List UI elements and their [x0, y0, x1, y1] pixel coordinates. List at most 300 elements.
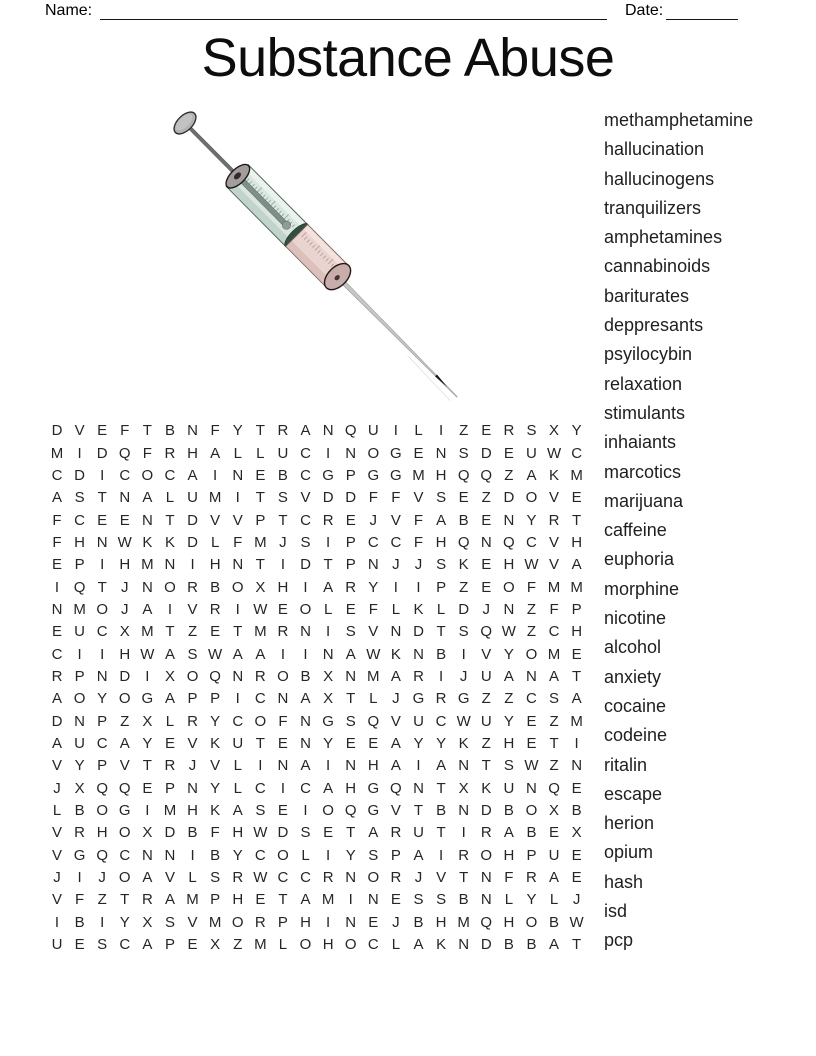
grid-cell: O: [277, 667, 289, 685]
grid-cell: J: [459, 667, 468, 685]
word-list-item: opium: [604, 842, 654, 863]
word-list-item: hallucination: [604, 139, 705, 160]
grid-cell: I: [235, 600, 240, 618]
grid-cell: I: [303, 802, 308, 820]
grid-cell: W: [366, 645, 381, 663]
grid-cell: E: [74, 936, 85, 954]
grid-cell: B: [503, 802, 514, 820]
grid-cell: Z: [481, 690, 491, 708]
grid-cell: T: [278, 511, 288, 529]
grid-cell: O: [118, 824, 131, 842]
grid-cell: K: [210, 734, 221, 752]
grid-cell: E: [97, 511, 108, 529]
grid-cell: G: [367, 802, 380, 820]
grid-cell: J: [188, 757, 197, 775]
grid-cell: W: [253, 869, 268, 887]
grid-cell: I: [77, 444, 82, 462]
grid-cell: T: [436, 623, 446, 641]
grid-cell: N: [345, 444, 357, 462]
grid-cell: R: [503, 422, 515, 440]
grid-cell: F: [549, 600, 559, 618]
grid-cell: V: [413, 489, 424, 507]
grid-cell: L: [391, 600, 401, 618]
grid-cell: A: [51, 734, 62, 752]
grid-cell: L: [165, 489, 175, 507]
grid-cell: O: [367, 869, 380, 887]
grid-cell: Q: [457, 466, 470, 484]
grid-cell: R: [458, 846, 470, 864]
grid-cell: A: [436, 511, 447, 529]
grid-cell: R: [277, 422, 289, 440]
grid-cell: Y: [368, 578, 379, 596]
grid-cell: R: [232, 869, 244, 887]
grid-cell: J: [414, 556, 423, 574]
grid-cell: A: [390, 734, 401, 752]
grid-cell: E: [255, 891, 266, 909]
grid-cell: N: [141, 846, 153, 864]
grid-cell: S: [345, 623, 356, 641]
grid-cell: C: [74, 511, 85, 529]
grid-cell: C: [96, 623, 108, 641]
grid-cell: C: [526, 533, 537, 551]
grid-cell: Y: [503, 645, 514, 663]
grid-cell: F: [413, 511, 424, 529]
grid-cell: O: [277, 846, 289, 864]
grid-cell: J: [392, 690, 400, 708]
grid-cell: O: [96, 600, 108, 618]
grid-cell: I: [280, 645, 285, 663]
grid-cell: H: [277, 578, 289, 596]
grid-cell: O: [525, 645, 538, 663]
grid-cell: I: [190, 556, 195, 574]
grid-cell: O: [525, 802, 538, 820]
grid-cell: M: [141, 623, 154, 641]
grid-cell: I: [393, 578, 398, 596]
grid-cell: V: [210, 757, 221, 775]
grid-cell: T: [549, 734, 559, 752]
grid-cell: I: [326, 444, 331, 462]
grid-cell: R: [164, 444, 176, 462]
word-list-item: tranquilizers: [604, 197, 702, 218]
grid-cell: N: [526, 667, 537, 685]
grid-cell: P: [74, 556, 85, 574]
grid-cell: W: [253, 600, 268, 618]
grid-cell: H: [503, 556, 515, 574]
grid-cell: Y: [526, 511, 537, 529]
grid-cell: I: [461, 824, 466, 842]
grid-cell: N: [367, 556, 379, 574]
grid-cell: N: [345, 913, 357, 931]
grid-cell: T: [97, 489, 107, 507]
grid-cell: J: [572, 891, 581, 909]
grid-cell: Y: [97, 690, 108, 708]
word-list-item: methamphetamine: [604, 110, 754, 130]
grid-cell: V: [51, 757, 62, 775]
grid-cell: T: [346, 690, 356, 708]
grid-cell: B: [526, 824, 537, 842]
grid-cell: O: [96, 802, 108, 820]
grid-cell: B: [187, 824, 198, 842]
grid-cell: J: [98, 869, 106, 887]
grid-cell: T: [165, 623, 175, 641]
grid-cell: U: [232, 734, 244, 752]
grid-cell: I: [303, 645, 308, 663]
grid-cell: O: [299, 600, 312, 618]
grid-cell: W: [501, 623, 516, 641]
grid-cell: J: [369, 511, 378, 529]
grid-cell: I: [348, 891, 353, 909]
grid-cell: A: [187, 466, 198, 484]
grid-cell: V: [74, 422, 85, 440]
grid-cell: I: [54, 913, 60, 931]
grid-cell: S: [413, 891, 424, 909]
grid-cell: N: [458, 802, 470, 820]
grid-cell: P: [436, 578, 447, 596]
grid-cell: H: [435, 533, 447, 551]
grid-cell: A: [300, 690, 311, 708]
grid-cell: E: [526, 734, 537, 752]
grid-cell: C: [526, 690, 537, 708]
grid-cell: T: [481, 757, 491, 775]
grid-cell: Q: [118, 444, 131, 462]
grid-cell: I: [100, 556, 105, 574]
grid-cell: E: [51, 556, 62, 574]
grid-cell: M: [163, 802, 177, 820]
grid-cell: M: [547, 578, 561, 596]
grid-cell: E: [503, 444, 514, 462]
name-blank-line: [100, 0, 607, 20]
grid-cell: Y: [142, 734, 153, 752]
grid-cell: W: [208, 645, 223, 663]
grid-cell: Y: [503, 712, 514, 730]
grid-cell: S: [210, 869, 221, 887]
grid-cell: Q: [96, 779, 108, 797]
grid-cell: T: [255, 734, 265, 752]
grid-cell: O: [525, 913, 538, 931]
grid-cell: C: [51, 466, 63, 484]
grid-cell: I: [145, 667, 150, 685]
grid-cell: F: [210, 824, 220, 842]
grid-cell: N: [96, 533, 108, 551]
word-list-item: amphetamines: [604, 227, 723, 248]
grid-cell: N: [74, 712, 85, 730]
grid-cell: Q: [367, 712, 380, 730]
grid-cell: B: [458, 511, 469, 529]
grid-cell: I: [280, 779, 285, 797]
grid-cell: U: [74, 734, 85, 752]
word-list-item: ritalin: [604, 754, 648, 775]
grid-cell: E: [390, 891, 401, 909]
grid-cell: L: [278, 936, 288, 954]
grid-cell: G: [322, 466, 334, 484]
grid-cell: N: [51, 600, 63, 618]
grid-cell: T: [120, 891, 130, 909]
grid-cell: A: [345, 645, 356, 663]
grid-cell: O: [480, 846, 493, 864]
grid-cell: X: [549, 422, 560, 440]
grid-cell: T: [255, 556, 265, 574]
grid-cell: L: [233, 779, 242, 797]
grid-cell: V: [390, 712, 401, 730]
grid-cell: A: [503, 824, 514, 842]
grid-cell: C: [164, 466, 176, 484]
grid-cell: T: [97, 578, 107, 596]
grid-cell: M: [367, 667, 380, 685]
grid-cell: O: [231, 578, 244, 596]
grid-cell: Z: [233, 936, 243, 954]
grid-cell: S: [164, 913, 175, 931]
grid-cell: S: [74, 489, 85, 507]
grid-cell: K: [413, 600, 424, 618]
grid-cell: E: [368, 913, 379, 931]
grid-cell: L: [233, 757, 242, 775]
grid-cell: P: [97, 757, 108, 775]
grid-cell: E: [51, 623, 62, 641]
grid-cell: H: [232, 891, 244, 909]
grid-cell: W: [569, 913, 584, 931]
grid-cell: H: [571, 623, 583, 641]
grid-cell: E: [164, 734, 175, 752]
grid-cell: M: [186, 891, 199, 909]
grid-cell: N: [232, 667, 244, 685]
grid-cell: S: [368, 846, 379, 864]
grid-cell: I: [258, 757, 263, 775]
grid-cell: S: [255, 802, 266, 820]
grid-cell: T: [142, 757, 152, 775]
grid-cell: D: [480, 936, 492, 954]
grid-cell: X: [323, 690, 334, 708]
grid-cell: B: [571, 802, 582, 820]
grid-cell: I: [280, 556, 285, 574]
grid-cell: K: [210, 802, 221, 820]
grid-cell: Y: [210, 779, 221, 797]
grid-cell: W: [253, 824, 268, 842]
grid-cell: M: [457, 913, 470, 931]
grid-cell: B: [74, 913, 85, 931]
grid-cell: V: [51, 891, 62, 909]
grid-cell: D: [187, 511, 198, 529]
grid-cell: V: [368, 623, 379, 641]
grid-cell: P: [277, 913, 288, 931]
grid-cell: O: [118, 690, 131, 708]
grid-cell: C: [367, 936, 379, 954]
grid-cell: M: [208, 489, 222, 507]
grid-cell: M: [141, 556, 154, 574]
grid-cell: N: [300, 623, 311, 641]
grid-cell: A: [164, 891, 175, 909]
grid-cell: L: [233, 444, 242, 462]
grid-cell: J: [482, 600, 491, 618]
grid-cell: A: [323, 779, 334, 797]
grid-cell: P: [164, 779, 175, 797]
grid-cell: F: [526, 578, 537, 596]
grid-cell: N: [96, 667, 108, 685]
grid-cell: A: [164, 690, 175, 708]
grid-cell: L: [256, 444, 265, 462]
word-list-item: inhaiants: [604, 432, 677, 453]
grid-cell: D: [51, 712, 63, 730]
grid-cell: D: [480, 802, 492, 820]
grid-cell: R: [548, 511, 560, 529]
grid-cell: M: [570, 578, 583, 596]
grid-cell: K: [481, 779, 492, 797]
grid-cell: I: [326, 846, 331, 864]
grid-cell: Y: [74, 757, 85, 775]
grid-cell: B: [300, 667, 311, 685]
word-list-item: anxiety: [604, 666, 662, 687]
word-list-item: deppresants: [604, 315, 704, 336]
grid-cell: S: [345, 712, 356, 730]
grid-cell: R: [345, 578, 357, 596]
grid-cell: N: [141, 578, 153, 596]
grid-cell: M: [254, 623, 267, 641]
grid-cell: A: [142, 869, 153, 887]
grid-cell: A: [323, 578, 334, 596]
grid-cell: A: [549, 667, 560, 685]
grid-cell: H: [435, 466, 447, 484]
grid-cell: F: [368, 489, 378, 507]
grid-cell: N: [480, 533, 492, 551]
grid-cell: U: [367, 422, 379, 440]
grid-cell: W: [546, 444, 562, 462]
grid-cell: X: [142, 712, 153, 730]
grid-cell: E: [97, 422, 108, 440]
grid-cell: E: [368, 734, 379, 752]
grid-cell: O: [186, 667, 199, 685]
grid-cell: H: [367, 757, 379, 775]
grid-cell: O: [503, 578, 515, 596]
grid-cell: U: [277, 444, 289, 462]
grid-cell: O: [118, 869, 131, 887]
grid-cell: R: [187, 578, 198, 596]
grid-cell: N: [141, 511, 153, 529]
grid-cell: A: [413, 936, 424, 954]
grid-cell: N: [345, 667, 357, 685]
grid-cell: H: [571, 533, 583, 551]
grid-cell: S: [277, 489, 288, 507]
grid-cell: E: [345, 511, 356, 529]
word-list-item: codeine: [604, 725, 668, 746]
word-list-item: caffeine: [604, 520, 667, 541]
grid-cell: R: [254, 667, 266, 685]
grid-cell: M: [412, 466, 425, 484]
grid-cell: B: [549, 913, 560, 931]
grid-cell: F: [413, 533, 424, 551]
grid-cell: Q: [480, 913, 493, 931]
grid-cell: S: [436, 489, 447, 507]
grid-cell: A: [413, 846, 424, 864]
grid-cell: H: [435, 913, 447, 931]
grid-cell: N: [277, 690, 289, 708]
grid-cell: P: [526, 846, 537, 864]
grid-cell: B: [210, 578, 221, 596]
grid-cell: H: [322, 936, 334, 954]
grid-cell: Q: [118, 779, 131, 797]
grid-cell: P: [97, 712, 108, 730]
grid-cell: N: [367, 891, 379, 909]
grid-cell: R: [390, 869, 402, 887]
grid-cell: P: [187, 690, 198, 708]
grid-cell: E: [571, 846, 582, 864]
grid-cell: T: [278, 891, 288, 909]
grid-cell: H: [345, 779, 357, 797]
grid-cell: N: [571, 757, 583, 775]
grid-cell: M: [570, 712, 583, 730]
grid-cell: P: [255, 511, 266, 529]
grid-cell: U: [74, 623, 85, 641]
grid-cell: B: [164, 422, 175, 440]
grid-cell: N: [345, 869, 357, 887]
grid-cell: U: [480, 667, 492, 685]
grid-cell: T: [142, 422, 152, 440]
word-list-item: alcohol: [604, 637, 662, 658]
grid-cell: T: [346, 824, 356, 842]
grid-cell: E: [119, 511, 130, 529]
grid-cell: V: [187, 913, 198, 931]
grid-cell: O: [141, 466, 154, 484]
grid-cell: S: [503, 757, 514, 775]
grid-cell: Z: [97, 891, 107, 909]
grid-cell: M: [570, 466, 583, 484]
grid-cell: Z: [459, 422, 469, 440]
grid-cell: V: [51, 846, 62, 864]
grid-cell: N: [232, 466, 244, 484]
grid-cell: L: [436, 600, 446, 618]
grid-cell: F: [52, 533, 62, 551]
grid-cell: P: [390, 846, 401, 864]
grid-cell: A: [390, 667, 401, 685]
grid-cell: A: [300, 422, 311, 440]
word-list-item: marcotics: [604, 461, 682, 482]
word-list-item: hash: [604, 871, 644, 892]
grid-cell: A: [51, 489, 62, 507]
grid-cell: C: [571, 444, 583, 462]
grid-cell: Y: [323, 734, 334, 752]
grid-cell: B: [526, 936, 537, 954]
grid-cell: C: [300, 869, 311, 887]
grid-cell: R: [187, 712, 198, 730]
word-search-grid: [46, 420, 588, 956]
grid-cell: D: [277, 824, 289, 842]
grid-cell: H: [503, 734, 515, 752]
grid-cell: C: [51, 645, 63, 663]
word-list-item: escape: [604, 783, 663, 804]
grid-cell: E: [549, 824, 560, 842]
word-list-item: herion: [604, 813, 655, 834]
grid-cell: V: [390, 511, 401, 529]
grid-cell: A: [549, 869, 560, 887]
grid-cell: D: [300, 556, 311, 574]
grid-cell: N: [187, 422, 198, 440]
grid-cell: R: [74, 824, 85, 842]
grid-cell: J: [121, 578, 129, 596]
word-list-item: nicotine: [604, 608, 667, 629]
grid-cell: W: [524, 757, 539, 775]
grid-cell: E: [481, 511, 492, 529]
grid-cell: T: [165, 511, 175, 529]
grid-cell: C: [390, 533, 402, 551]
grid-cell: Z: [549, 757, 559, 775]
grid-cell: X: [142, 913, 153, 931]
grid-cell: X: [255, 578, 266, 596]
grid-cell: K: [458, 556, 469, 574]
grid-cell: F: [391, 489, 401, 507]
grid-cell: U: [187, 489, 198, 507]
grid-cell: E: [526, 712, 537, 730]
word-list-item: stimulants: [604, 402, 686, 423]
grid-cell: U: [413, 712, 424, 730]
grid-cell: D: [322, 489, 334, 507]
